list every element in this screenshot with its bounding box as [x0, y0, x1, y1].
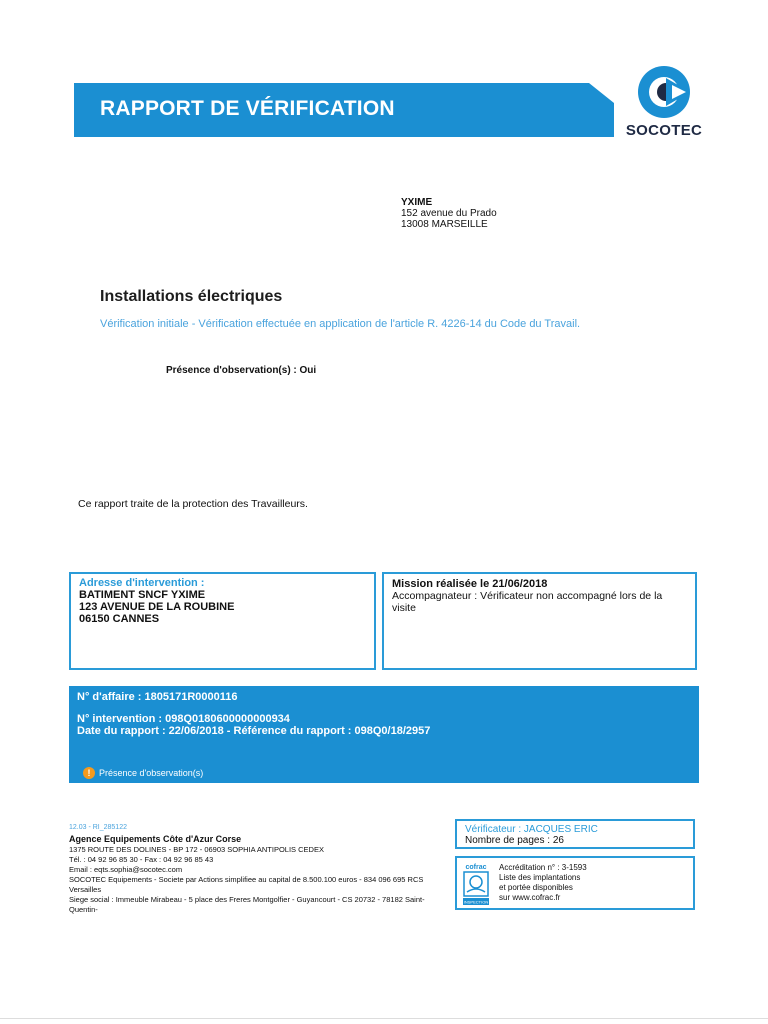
mission-box: [382, 572, 697, 670]
footer-agency-info: [69, 823, 449, 915]
recipient-name: YXIME: [401, 197, 433, 208]
intervention-line1: BATIMENT SNCF YXIME: [79, 589, 206, 601]
agency-email: Email : eqts.sophia@socotec.com: [69, 865, 183, 874]
agency-phone: Tél. : 04 92 96 85 30 - Fax : 04 92 96 85 43: [69, 855, 214, 864]
agency-address: 1375 ROUTE DES DOLINES - BP 172 - 06903 SOPHIA ANTIPOLIS CEDEX: [69, 845, 324, 854]
cofrac-logo-icon: [463, 862, 489, 906]
cofrac-line3: et portée disponibles: [499, 883, 573, 892]
intervention-address-box: [69, 572, 376, 670]
header-banner: [74, 83, 614, 137]
cofrac-logo-text: cofrac: [465, 864, 487, 871]
recipient-address-line1: 152 avenue du Prado: [401, 208, 497, 219]
section-subtitle: Vérification initiale - Vérification effectuée en application de l'article R. 4226-14 du Code du Travail.: [100, 318, 581, 330]
recipient-address-line2: 13008 MARSEILLE: [401, 219, 488, 230]
socotec-logo-icon: [620, 64, 708, 122]
intervention-line2: 123 AVENUE DE LA ROUBINE: [79, 601, 235, 613]
mission-heading: Mission réalisée le 21/06/2018: [392, 578, 548, 590]
cofrac-line2: Liste des implantations: [499, 873, 581, 882]
report-title: RAPPORT DE VÉRIFICATION: [100, 97, 395, 120]
warning-icon: !: [83, 767, 95, 779]
cofrac-logo-sub: INSPECTION: [463, 899, 489, 905]
observations-status: Présence d'observation(s) : Oui: [166, 365, 317, 376]
cofrac-accreditation: [499, 863, 587, 903]
report-info-panel: [69, 686, 699, 783]
cofrac-line1: Accréditation n° : 3-1593: [499, 863, 587, 872]
document-code: 12.03 - RI_285122: [69, 824, 127, 831]
page-bottom-edge: [0, 1018, 768, 1019]
recipient-block: [401, 197, 497, 230]
observations-legend-label: Présence d'observation(s): [99, 768, 204, 778]
section-title: Installations électriques: [100, 288, 283, 305]
mission-companion: Accompagnateur : Vérificateur non accompagné lors de la visite: [392, 590, 663, 614]
agency-name: Agence Equipements Côte d'Azur Corse: [69, 834, 242, 844]
verifier-box: [455, 819, 695, 849]
intervention-line3: 06150 CANNES: [79, 613, 160, 625]
head-office: Siege social : Immeuble Mirabeau - 5 place des Freres Montgolfier - Guyancourt - CS 20732 - 78182 Saint-Quentin-: [69, 895, 425, 914]
page-count: Nombre de pages : 26: [465, 835, 564, 846]
verifier-name: Vérificateur : JACQUES ERIC: [465, 824, 598, 835]
intervention-number: N° intervention : 098Q0180600000000934: [77, 713, 290, 725]
cofrac-line4: sur www.cofrac.fr: [499, 893, 561, 902]
logo-text: SOCOTEC: [625, 122, 703, 139]
intervention-heading: Adresse d'intervention :: [79, 577, 205, 589]
company-city: Versailles: [69, 885, 102, 894]
company-info: SOCOTEC Equipements - Societe par Actions simplifiee au capital de 8.500.100 euros - 834 096 695 RCS: [69, 875, 424, 884]
report-scope: Ce rapport traite de la protection des Travailleurs.: [78, 498, 308, 510]
affaire-number: N° d'affaire : 1805171R0000116: [77, 691, 238, 703]
socotec-logo: [620, 64, 708, 144]
report-dates: Date du rapport : 22/06/2018 - Référence du rapport : 098Q0/18/2957: [77, 725, 431, 737]
cofrac-box: [455, 856, 695, 910]
